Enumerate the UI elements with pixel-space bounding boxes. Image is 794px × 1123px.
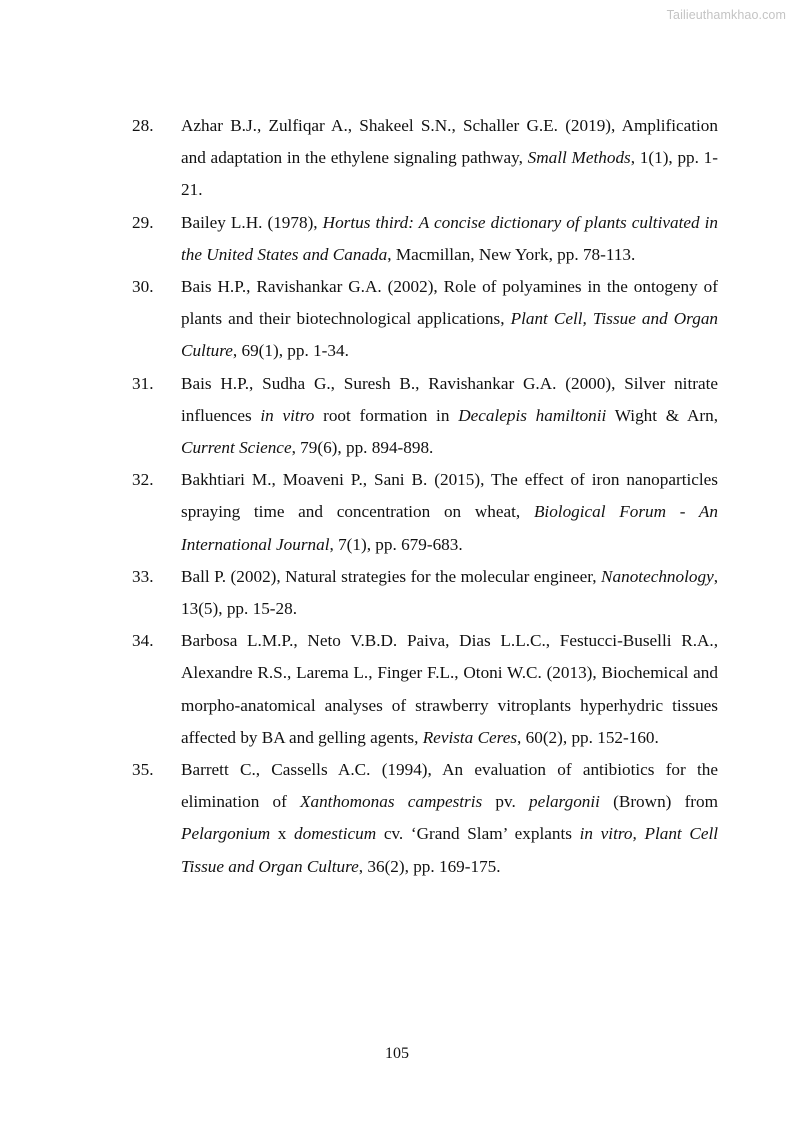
reference-segment: , Macmillan, New York, pp. 78-113.	[387, 244, 636, 264]
reference-segment: root formation in	[314, 405, 459, 425]
watermark-text: Tailieuthamkhao.com	[666, 8, 786, 22]
reference-segment: , 13(5), pp. 15-28.	[181, 566, 718, 619]
reference-number: 29.	[132, 212, 154, 232]
reference-segment: , 36(2), pp. 169-175.	[358, 856, 501, 876]
reference-text	[181, 625, 718, 754]
reference-segment: , 69(1), pp. 1-34.	[232, 341, 349, 361]
reference-segment: Bakhtiari M., Moaveni P., Sani B. (2015), The effect of iron nanoparticles spraying time and concentration on wheat,	[181, 470, 718, 522]
reference-number: 30.	[132, 277, 154, 297]
reference-segment: Barbosa L.M.P., Neto V.B.D. Paiva, Dias L.L.C., Festucci-Buselli R.A., Alexandre R.S., Larema L., Finger F.L., Otoni W.C. (2013), Biochemical and morpho-anatomical analyses of strawberry vitroplants hyperhydric tissues affected by BA and gelling agents,	[181, 631, 718, 747]
reference-text	[181, 110, 718, 207]
reference-segment: Azhar B.J., Zulfiqar A., Shakeel S.N., Schaller G.E. (2019), Amplification and adaptation in the ethylene signaling pathway,	[181, 116, 718, 168]
reference-italic-segment: in vitro	[260, 405, 315, 425]
reference-segment: Bais H.P., Sudha G., Suresh B., Ravishankar G.A. (2000), Silver nitrate influences	[181, 373, 718, 425]
reference-item	[132, 561, 718, 625]
reference-item	[132, 271, 718, 368]
reference-number: 31.	[132, 373, 154, 393]
reference-italic-segment: in vitro, Plant Cell Tissue and Organ Culture	[181, 824, 719, 876]
reference-italic-segment: Small Methods	[527, 148, 631, 168]
reference-segment: , 79(6), pp. 894-898.	[291, 438, 434, 458]
reference-segment: Bailey L.H. (1978),	[181, 212, 323, 232]
reference-number: 33.	[132, 566, 154, 586]
reference-number: 34.	[132, 631, 154, 651]
reference-italic-segment: Plant Cell, Tissue and Organ Culture	[181, 309, 719, 361]
reference-segment: cv. ‘Grand Slam’ explants	[376, 824, 580, 844]
reference-segment: Wight & Arn,	[606, 405, 718, 425]
reference-number: 28.	[132, 116, 154, 135]
reference-segment: Barrett C., Cassells A.C. (1994), An evaluation of antibiotics for the elimination of	[181, 760, 718, 812]
reference-italic-segment: Decalepis hamiltonii	[458, 405, 607, 425]
reference-item	[132, 368, 718, 465]
reference-item	[132, 464, 718, 561]
reference-text	[181, 207, 718, 271]
reference-segment: , 7(1), pp. 679-683.	[329, 534, 463, 554]
reference-segment: (Brown) from	[599, 792, 718, 812]
reference-text	[181, 368, 718, 465]
reference-italic-segment: Hortus third: A concise dictionary of plants cultivated in the United States and Canada	[181, 212, 718, 264]
reference-item	[132, 110, 718, 207]
reference-italic-segment: pelargonii	[528, 792, 600, 812]
reference-text	[181, 561, 718, 625]
reference-italic-segment: Revista Ceres	[422, 727, 518, 747]
reference-italic-segment: Xanthomonas campestris	[300, 792, 483, 812]
reference-segment: , 1(1), pp. 1-21.	[181, 148, 719, 200]
reference-italic-segment: Current Science	[181, 438, 292, 458]
reference-text	[181, 464, 718, 561]
reference-segment: Ball P. (2002), Natural strategies for the molecular engineer,	[181, 566, 602, 586]
reference-text	[181, 271, 718, 368]
reference-italic-segment: Nanotechnology	[601, 566, 714, 586]
page-number: 105	[385, 1045, 409, 1062]
reference-italic-segment: Biological Forum - An International Journal	[181, 502, 718, 554]
reference-item	[132, 754, 718, 883]
reference-item	[132, 625, 718, 754]
reference-italic-segment: Pelargonium	[181, 824, 271, 844]
reference-italic-segment: domesticum	[294, 824, 377, 844]
reference-segment: x	[270, 824, 295, 844]
reference-segment: , 60(2), pp. 152-160.	[517, 727, 659, 747]
reference-segment: pv.	[482, 792, 529, 812]
reference-segment: Bais H.P., Ravishankar G.A. (2002), Role of polyamines in the ontogeny of plants and their biotechnological applications,	[181, 277, 718, 329]
reference-list	[132, 110, 718, 883]
reference-text	[181, 754, 718, 883]
reference-number: 35.	[132, 760, 154, 780]
reference-item	[132, 207, 718, 271]
reference-number: 32.	[132, 470, 154, 490]
